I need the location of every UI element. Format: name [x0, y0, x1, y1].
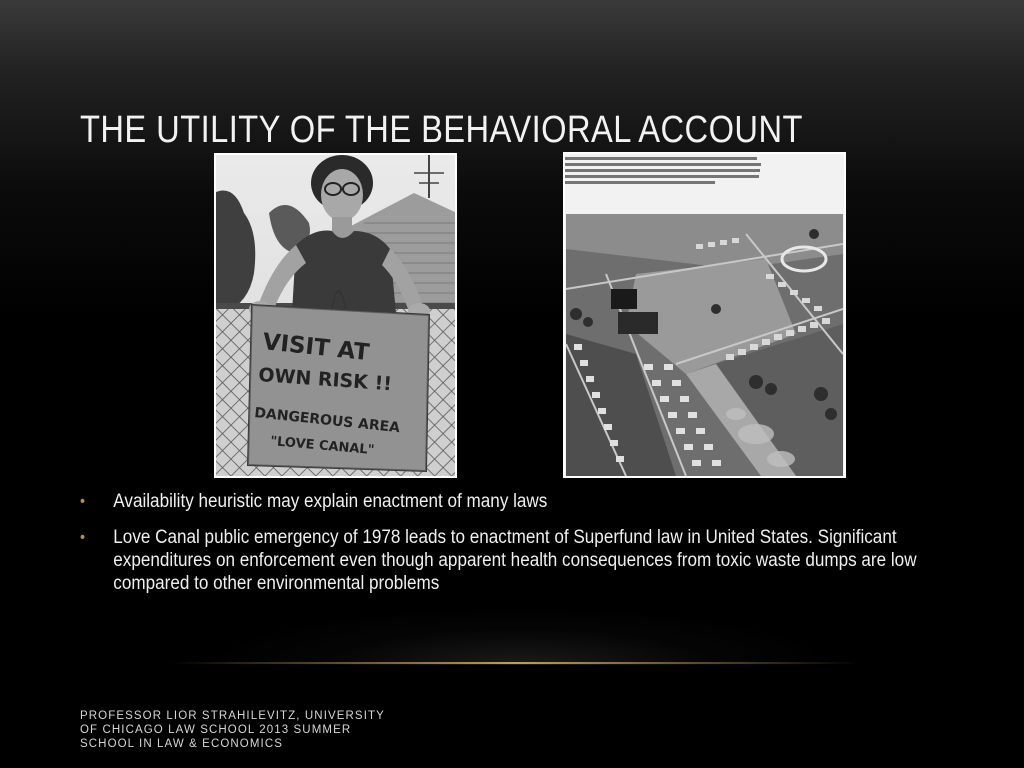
slide-title: THE UTILITY OF THE BEHAVIORAL ACCOUNT: [80, 109, 803, 151]
bullet-item-availability-heuristic: [80, 490, 959, 513]
sign-line-3: DANGEROUS AREA: [253, 405, 401, 437]
love-canal-protester-photo: [214, 153, 457, 478]
gold-divider-line: [170, 662, 860, 664]
bullet-text: Love Canal public emergency of 1978 leads to enactment of Superfund law in United States. Significant expenditures on enforcement even though apparent health consequences from toxic waste dumps are low compared to other environmental problems: [113, 527, 917, 594]
aerial-photo-border: [563, 152, 846, 478]
bullet-text: Availability heuristic may explain enactment of many laws: [113, 491, 548, 512]
bullet-item-love-canal: [80, 526, 959, 595]
sign-line-1: VISIT AT: [261, 329, 371, 367]
sign-line-4: "LOVE CANAL": [269, 434, 375, 459]
protester-photo-graphic: [214, 153, 457, 478]
slide-footer: PROFESSOR LIOR STRAHILEVITZ, UNIVERSITY OF CHICAGO LAW SCHOOL 2013 SUMMER SCHOOL IN LAW & ECONOMICS: [80, 710, 385, 750]
bullet-marker: •: [80, 529, 86, 546]
bullet-marker: •: [80, 493, 86, 510]
love-canal-aerial-photo: [563, 152, 846, 478]
bullet-list: [80, 490, 950, 608]
sign-line-2: OWN RISK !!: [257, 364, 393, 396]
divider-glow: [220, 610, 820, 665]
